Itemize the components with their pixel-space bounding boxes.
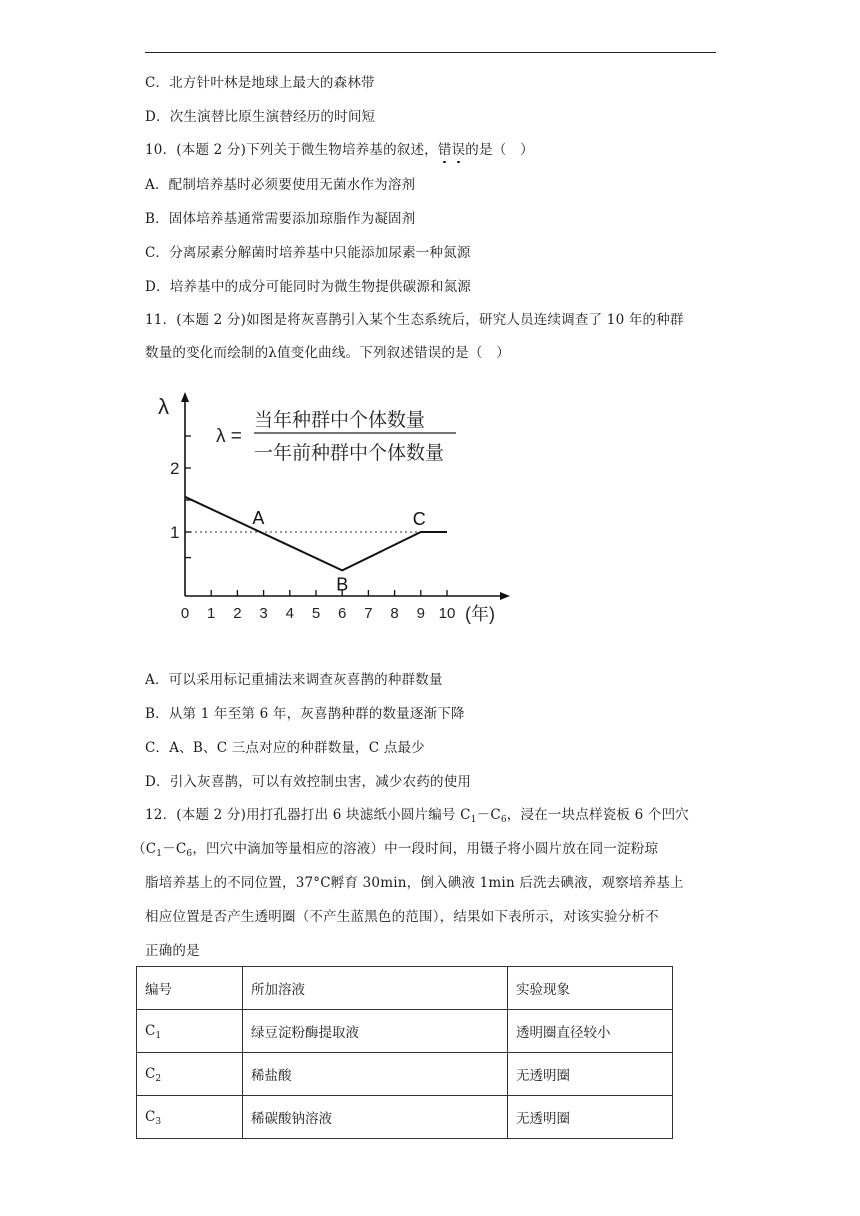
lambda-chart xyxy=(150,388,510,638)
subscript: 1 xyxy=(156,849,163,859)
formula-numerator: 当年种群中个体数量 xyxy=(254,410,426,431)
q12-text: ，浸在一块点样瓷板 6 个凹穴 xyxy=(506,807,689,823)
q11-option-a: A．可以采用标记重捕法来调查灰喜鹊的种群数量 xyxy=(145,672,443,688)
q11-stem-line1: 11．(本题 2 分)如图是将灰喜鹊引入某个生态系统后，研究人员连续调查了 10 年的种群 xyxy=(145,312,684,328)
table-cell-solution: 稀碳酸钠溶液 xyxy=(243,1096,508,1139)
table-row xyxy=(137,1096,673,1139)
formula-lhs: λ = xyxy=(216,426,242,447)
y-tick-label: 1 xyxy=(170,523,180,542)
x-tick-label: 4 xyxy=(285,605,294,622)
table-cell-result: 无透明圈 xyxy=(508,1096,673,1139)
point-label-c: C xyxy=(412,509,426,529)
q12-text: 12．(本题 2 分)用打孔器打出 6 块滤纸小圆片编号 C xyxy=(145,807,471,823)
table-row xyxy=(137,1053,673,1096)
x-tick-label: 8 xyxy=(390,605,399,622)
emphasis-char: 错 xyxy=(437,142,452,158)
table-cell-solution: 稀盐酸 xyxy=(243,1053,508,1096)
x-tick-label: 9 xyxy=(416,605,425,622)
q10-option-b: B．固体培养基通常需要添加琼脂作为凝固剂 xyxy=(145,211,416,227)
q10-option-a: A．配制培养基时必须要使用无菌水作为溶剂 xyxy=(145,177,416,193)
q12-text: －C xyxy=(162,841,187,857)
lambda-series-line xyxy=(185,497,447,571)
q10-option-d: D．培养基中的成分可能同时为微生物提供碳源和氮源 xyxy=(145,279,472,295)
x-tick-label: 5 xyxy=(311,605,321,622)
subscript: 6 xyxy=(500,815,507,825)
q10-option-c: C．分离尿素分解菌时培养基中只能添加尿素一种氮源 xyxy=(145,245,471,261)
cell-id-text: C xyxy=(145,1109,156,1125)
y-axis-arrow xyxy=(181,392,189,402)
q11-option-d: D．引入灰喜鹊，可以有效控制虫害，减少农药的使用 xyxy=(145,774,472,790)
emphasis-char: 误 xyxy=(451,142,466,158)
subscript: 1 xyxy=(155,1031,162,1041)
cell-id-text: C xyxy=(145,1066,156,1082)
subscript: 3 xyxy=(155,1117,162,1127)
x-axis-label: (年) xyxy=(465,604,495,624)
x-tick-label: 6 xyxy=(338,605,347,622)
cell-id-text: C xyxy=(145,1023,156,1039)
table-cell-result: 透明圈直径较小 xyxy=(508,1010,673,1053)
results-table xyxy=(136,966,673,1139)
q12-stem-line1 xyxy=(145,806,689,824)
q12-text: （C xyxy=(132,841,157,857)
q10-stem-text: 10．(本题 2 分)下列关于微生物培养基的叙述， xyxy=(145,142,438,158)
q10-stem-end: 的是（ ） xyxy=(465,142,534,158)
y-tick-label: 2 xyxy=(170,459,180,478)
q10-stem xyxy=(145,141,534,159)
x-tick-label: 3 xyxy=(259,605,268,622)
table-cell-result: 无透明圈 xyxy=(508,1053,673,1096)
table-cell-id xyxy=(137,1053,243,1096)
y-axis-label: λ xyxy=(158,394,169,419)
q12-text: ，凹穴中滴加等量相应的溶液）中一段时间，用镊子将小圆片放在同一淀粉琼 xyxy=(192,841,659,857)
q12-stem-line5: 正确的是 xyxy=(145,943,200,959)
q12-stem-line3: 脂培养基上的不同位置，37°C孵育 30min，倒入碘液 1min 后洗去碘液，观察培养基上 xyxy=(145,875,684,891)
subscript: 6 xyxy=(186,849,193,859)
table-header-cell: 编号 xyxy=(137,967,243,1010)
q11-stem-line2: 数量的变化而绘制的λ值变化曲线。下列叙述错误的是（ ） xyxy=(145,345,510,361)
table-header-cell: 实验现象 xyxy=(508,967,673,1010)
point-label-b: B xyxy=(336,574,349,595)
lambda-chart-svg xyxy=(150,388,510,638)
q12-stem-line4: 相应位置是否产生透明圈（不产生蓝黑色的范围），结果如下表所示，对该实验分析不 xyxy=(145,909,659,925)
subscript: 1 xyxy=(470,815,477,825)
header-rule xyxy=(145,52,716,53)
q11-option-b: B．从第 1 年至第 6 年，灰喜鹊种群的数量逐渐下降 xyxy=(145,706,465,722)
q12-text: －C xyxy=(476,807,501,823)
x-tick-label: 0 xyxy=(180,605,190,622)
q11-option-c: C．A、B、C 三点对应的种群数量，C 点最少 xyxy=(145,740,425,756)
table-cell-id xyxy=(137,1096,243,1139)
formula-denominator: 一年前种群中个体数量 xyxy=(254,443,445,464)
x-tick-label: 2 xyxy=(233,605,242,622)
point-label-a: A xyxy=(252,508,265,528)
x-tick-label: 1 xyxy=(207,605,216,622)
table-header-row xyxy=(137,967,673,1010)
table-cell-solution: 绿豆淀粉酶提取液 xyxy=(243,1010,508,1053)
x-tick-label: 10 xyxy=(438,605,456,622)
q9-option-c: C．北方针叶林是地球上最大的森林带 xyxy=(145,75,375,91)
table-header-cell: 所加溶液 xyxy=(243,967,508,1010)
table-row xyxy=(137,1010,673,1053)
subscript: 2 xyxy=(155,1074,162,1084)
q9-option-d: D．次生演替比原生演替经历的时间短 xyxy=(145,109,376,125)
table-cell-id xyxy=(137,1010,243,1053)
x-tick-label: 7 xyxy=(364,605,373,622)
q12-stem-line2 xyxy=(132,840,658,858)
x-axis-arrow xyxy=(500,592,510,600)
